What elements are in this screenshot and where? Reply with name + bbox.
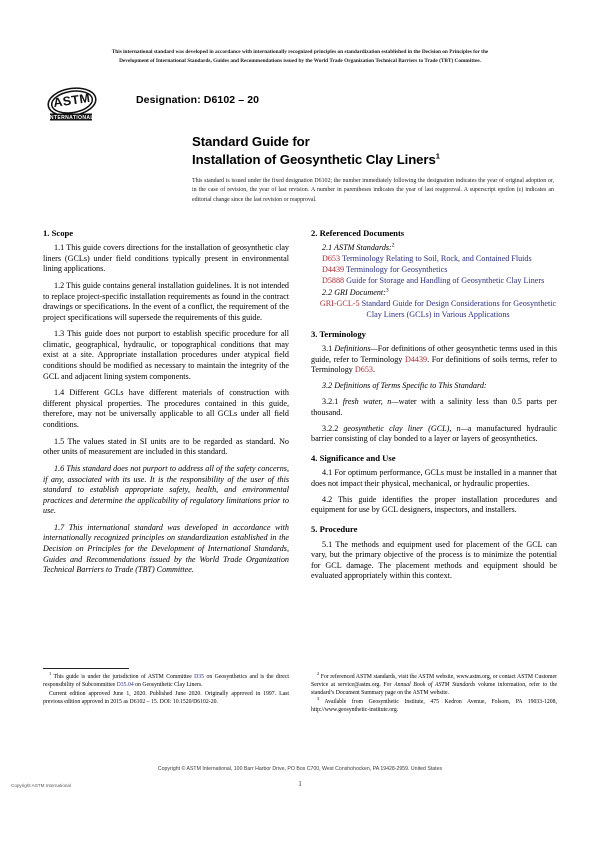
para-4-1: 4.1 For optimum performance, GCLs must be installed in a manner that does not impact their physical, mechanical, or hydraulic properties. xyxy=(311,468,557,488)
para-3-2-2 xyxy=(311,424,557,445)
para-1-7: 1.7 This international standard was developed in accordance with internationally recognized principles on standardization established in the Decision on Principles for the Development of International Standards, Guides and Recommendations issued by the World Trade Organization Technical Barriers to Trade (TBT) Committee. xyxy=(43,522,289,575)
footnotes xyxy=(43,668,557,714)
para-5-1: 5.1 The methods and equipment used for placement of the GCL can vary, but the primary objective of the process is to minimize the potential for GCL damage. The placement methods and equipment should be evaluated appropriately within this context. xyxy=(311,539,557,581)
heading-terminology: 3. Terminology xyxy=(311,329,366,339)
footnote-2-marker: 2 xyxy=(317,671,320,677)
footnote-3-text: Available from Geosynthetic Institute, 475 Kedron Avenue, Folsom, PA 19033-1208, http://www.geosynthetic-institute.org. xyxy=(311,698,557,714)
title-line-2-text: Installation of Geosynthetic Clay Liners xyxy=(192,151,436,167)
footnote-link-d35[interactable]: D35 xyxy=(194,674,205,680)
para-3-2-1-term: fresh water, n— xyxy=(342,397,399,407)
footnote-2 xyxy=(311,673,557,697)
copyright-line: Copyright © ASTM International, 100 Barr Harbor Drive, PO Box C700, West Conshohocken, PA 19428-2959. United States xyxy=(157,766,443,772)
heading-significance-and-use: 4. Significance and Use xyxy=(311,453,396,464)
reference-id[interactable]: D4439 xyxy=(322,265,345,275)
reference-item[interactable] xyxy=(311,276,557,287)
footnote-2-text-b: volume information, refer to the standard’s Document Summary page on the ASTM website. xyxy=(311,682,557,697)
svg-text:ASTM: ASTM xyxy=(52,91,92,111)
svg-text:INTERNATIONAL: INTERNATIONAL xyxy=(48,115,94,121)
footnote-3 xyxy=(311,698,557,714)
para-3-1-text-b: . For definitions of soils terms, refer to Terminology xyxy=(311,354,557,375)
tbt-banner-line1: This international standard was developed in accordance with internationally recognized principles on standardization established in the Decision on Principles for the xyxy=(111,49,489,55)
footnote-rule xyxy=(43,668,129,669)
heading-referenced-documents: 2. Referenced Documents xyxy=(311,228,405,238)
reference-id[interactable]: GRI-GCL-5 xyxy=(319,299,360,309)
subheading-astm-standards-label: 2.1 ASTM Standards: xyxy=(322,243,392,253)
para-3-1-term: Definitions— xyxy=(334,344,378,354)
reference-title[interactable]: Standard Guide for Design Considerations for Geosynthetic Clay Liners (GCLs) in Various Applications xyxy=(361,299,557,319)
gri-footnote-marker: 3 xyxy=(385,287,389,294)
para-3-2: 3.2 Definitions of Terms Specific to This Standard: xyxy=(322,381,487,391)
reference-item-gri[interactable] xyxy=(311,299,557,320)
footnote-2-text-a: For referenced ASTM standards, visit the ASTM website, www.astm.org, or contact ASTM Customer Service at service@astm.org. For xyxy=(311,674,557,689)
footnote-1-text-c: on Geosynthetic Clay Liners. xyxy=(133,682,203,689)
footnote-rule-spacer xyxy=(311,668,397,669)
para-3-2-1-text: water with a salinity less than 0.5 parts per thousand. xyxy=(311,397,557,417)
para-3-1 xyxy=(311,344,557,376)
copyright-watermark: Copyright ASTM International xyxy=(11,783,72,788)
para-4-2: 4.2 This guide identifies the proper installation procedures and equipment for use by GCL designers, inspectors, and installers. xyxy=(311,494,557,515)
astm-logo xyxy=(46,86,102,126)
para-3-2-2-text: a manufactured hydraulic barrier consisting of clay bonded to a layer or layers of geosynthetics. xyxy=(311,423,557,444)
footnotes-right xyxy=(311,668,557,714)
astm-standards-footnote-marker: 2 xyxy=(391,242,395,249)
para-3-2-2-term: geosynthetic clay liner (GCL), n— xyxy=(343,423,468,433)
reference-title[interactable]: Terminology for Geosynthetics xyxy=(346,265,448,275)
reference-title[interactable]: Guide for Storage and Handling of Geosynthetic Clay Liners xyxy=(346,276,545,286)
tbt-banner-line2: Development of International Standards, Guides and Recommendations issued by the World Trade Organization Technical Barriers to Trade (TBT) Committee. xyxy=(119,57,481,64)
left-column xyxy=(43,228,289,668)
para-1-3: 1.3 This guide does not purport to establish specific procedure for all climatic, geographical, hydraulic, or topographical conditions that may exist at a site. Appropriate installation procedures under atypical field conditions should be modified as necessary to maintain the integrity of the GCL and adjacent lining system components. xyxy=(43,329,289,381)
reference-id[interactable]: D5888 xyxy=(322,276,345,286)
para-1-5: 1.5 The values stated in SI units are to be regarded as standard. No other units of measurement are included in this standard. xyxy=(43,436,289,457)
footnote-2-italic: Annual Book of ASTM Standards xyxy=(394,682,476,689)
inline-link-d4439[interactable]: D4439 xyxy=(404,354,428,364)
para-1-2: 1.2 This guide contains general installation guidelines. It is not intended to replace project-specific installation requirements as found in the contract drawings or specifications. In the event of a conflict, the requirement of the project specifications will supersede the requirements of this guide. xyxy=(43,281,289,322)
page-number: 1 xyxy=(298,780,302,788)
body-columns xyxy=(43,228,557,668)
subheading-gri-document xyxy=(311,288,557,299)
designation-label: Designation: D6102 – 20 xyxy=(136,94,260,106)
title-footnote-marker: 1 xyxy=(435,151,440,161)
right-column xyxy=(311,228,557,668)
para-3-2-1-number: 3.2.1 xyxy=(322,397,343,407)
heading-procedure: 5. Procedure xyxy=(311,524,358,535)
reference-title[interactable]: Terminology Relating to Soil, Rock, and Contained Fluids xyxy=(341,254,532,264)
issue-note: This standard is issued under the fixed designation D6102; the number immediately following the designation indicates the year of original adoption or, in the case of revision, the year of last revision. A number in parentheses indicates the year of last reapproval. A superscript epsilon (ε) indicates an editorial change since the last revision or reapproval. xyxy=(192,178,554,203)
footnote-link-d35-04[interactable]: D35.04 xyxy=(116,682,134,689)
reference-item[interactable] xyxy=(311,254,557,265)
para-1-1: 1.1 This guide covers directions for the installation of geosynthetic clay liners (GCLs) under field conditions typically present in environmental lining applications. xyxy=(43,243,289,274)
footnotes-left xyxy=(43,668,289,714)
footnote-1-text-a: This guide is under the jurisdiction of ASTM Committee xyxy=(51,674,195,680)
masthead xyxy=(46,86,554,128)
reference-id[interactable]: D653 xyxy=(322,254,341,264)
reference-item[interactable] xyxy=(311,265,557,276)
heading-scope: 1. Scope xyxy=(43,228,74,238)
para-3-1-text-c: . xyxy=(372,365,375,375)
para-3-2-1 xyxy=(311,397,557,418)
footnote-3-marker: 3 xyxy=(317,696,320,702)
footnote-1 xyxy=(43,673,289,689)
footnote-1-text-b: on Geosynthetics and is the direct responsibility of Subcommittee xyxy=(43,674,289,689)
subheading-astm-standards xyxy=(311,243,557,254)
title-line-2 xyxy=(192,151,554,169)
para-3-2-2-number: 3.2.2 xyxy=(322,423,344,433)
title-line-1: Standard Guide for xyxy=(192,134,310,149)
tbt-banner xyxy=(46,48,554,65)
para-1-6: 1.6 This standard does not purport to address all of the safety concerns, if any, associated with its use. It is the responsibility of the user of this standard to establish appropriate safety, health, and environmental practices and determine the applicability of regulatory limitations prior to use. xyxy=(43,463,289,516)
para-1-4: 1.4 Different GCLs have different materials of construction with different physical properties. The procedures contained in this guide, therefore, may not be universally applicable to all GCLs under all field conditions. xyxy=(43,388,289,429)
document-title xyxy=(192,133,554,169)
para-3-1-number: 3.1 xyxy=(322,344,335,354)
footnote-1-marker: 1 xyxy=(49,671,52,677)
para-3-1-text-a: For definitions of other geosynthetic terms used in this guide, refer to Terminology xyxy=(311,344,557,364)
subheading-gri-document-label: 2.2 GRI Document: xyxy=(322,288,386,298)
inline-link-d653[interactable]: D653 xyxy=(354,365,373,375)
footnote-edition-info: Current edition approved June 1, 2020. Published June 2020. Originally approved in 1997. Last previous edition approved in 2015 as D6102 – 15. DOI: 10.1520/D6102-20. xyxy=(43,690,289,705)
